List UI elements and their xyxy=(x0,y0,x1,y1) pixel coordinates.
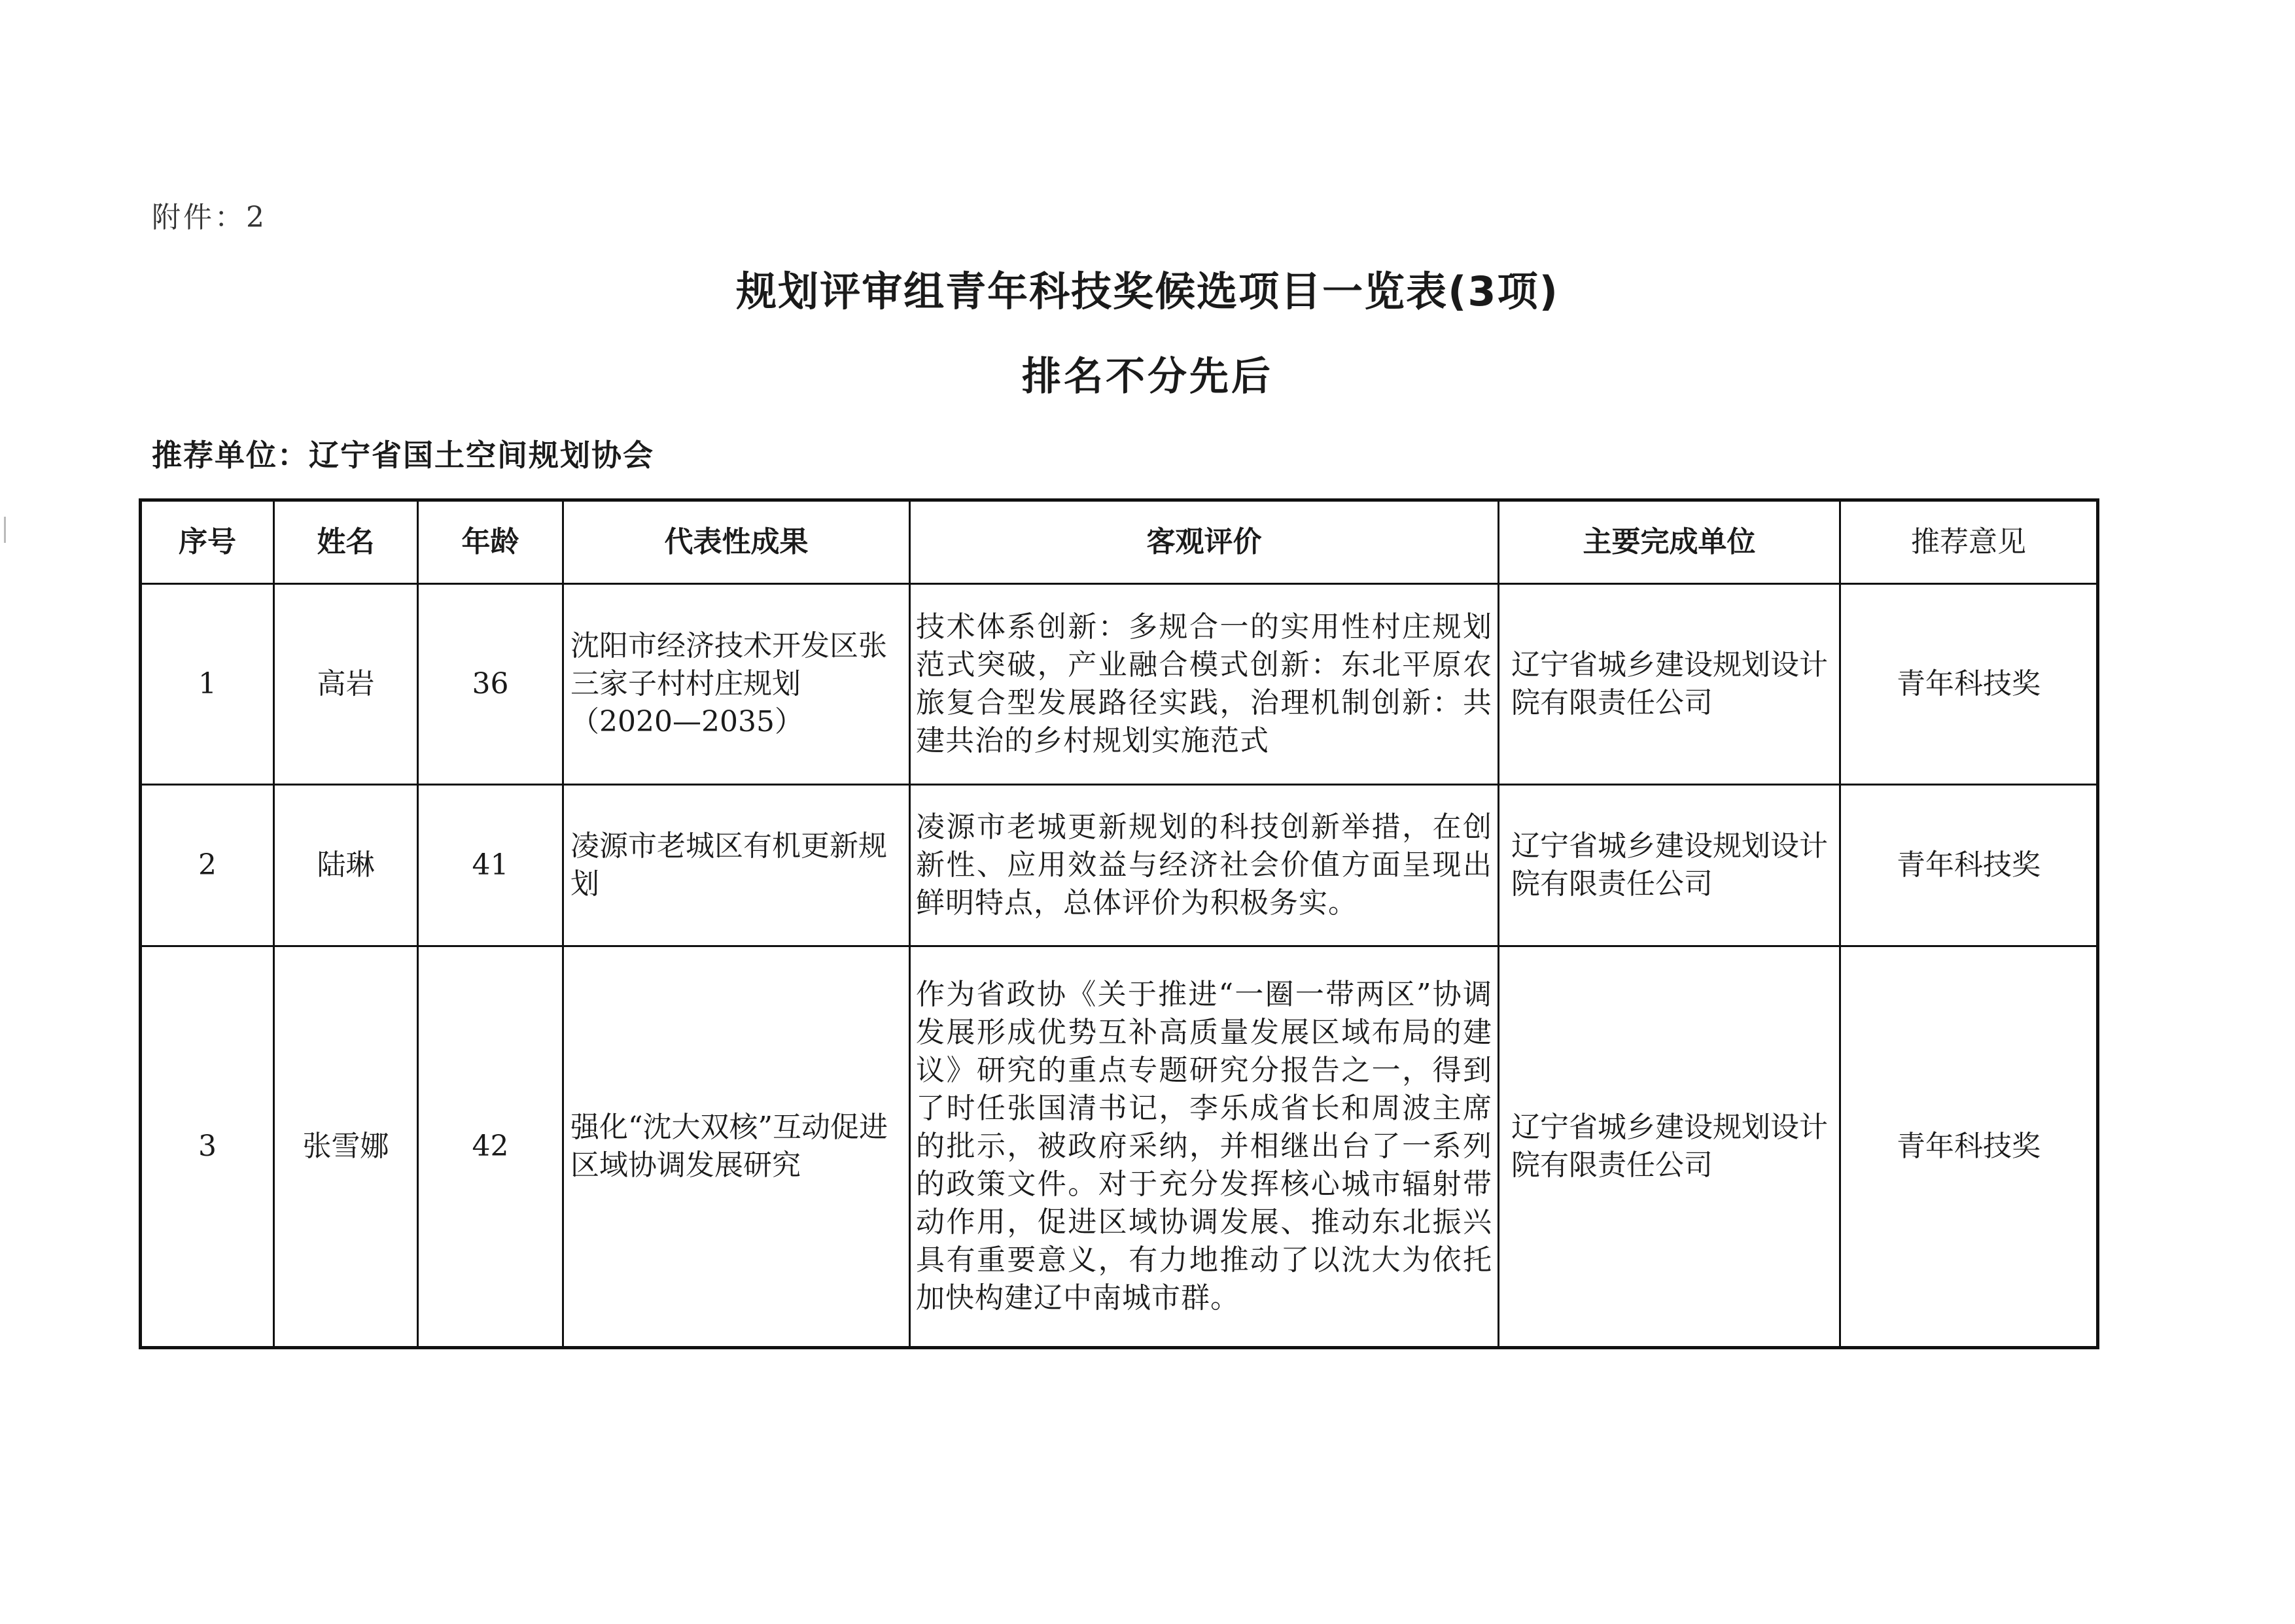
column-header-age: 年龄 xyxy=(418,500,563,584)
row-opinion: 青年科技奖 xyxy=(1840,785,2098,946)
column-header-evaluation: 客观评价 xyxy=(910,500,1499,584)
recommending-unit: 推荐单位：辽宁省国土空间规划协会 xyxy=(152,438,654,473)
attachment-label: 附件：2 xyxy=(152,201,267,234)
row-evaluation: 技术体系创新：多规合一的实用性村庄规划范式突破，产业融合模式创新：东北平原农旅复合型发展路径实践，治理机制创新：共建共治的乡村规划实施范式 xyxy=(910,584,1499,785)
row-name: 张雪娜 xyxy=(274,946,418,1348)
table-row xyxy=(141,584,2098,785)
row-age: 36 xyxy=(418,584,563,785)
column-header-unit: 主要完成单位 xyxy=(1499,500,1840,584)
row-unit: 辽宁省城乡建设规划设计院有限责任公司 xyxy=(1499,584,1840,785)
row-opinion: 青年科技奖 xyxy=(1840,946,2098,1348)
candidate-table xyxy=(139,498,2099,1349)
row-no: 1 xyxy=(141,584,274,785)
row-evaluation: 凌源市老城更新规划的科技创新举措，在创新性、应用效益与经济社会价值方面呈现出鲜明特点，总体评价为积极务实。 xyxy=(910,785,1499,946)
row-name: 陆琳 xyxy=(274,785,418,946)
row-achievement: 强化“沈大双核”互动促进区域协调发展研究 xyxy=(563,946,910,1348)
row-evaluation: 作为省政协《关于推进“一圈一带两区”协调发展形成优势互补高质量发展区域布局的建议》研究的重点专题研究分报告之一，得到了时任张国清书记，李乐成省长和周波主席的批示，被政府采纳，并相继出台了一系列的政策文件。对于充分发挥核心城市辐射带动作用，促进区域协调发展、推动东北振兴具有重要意义，有力地推动了以沈大为依托加快构建辽中南城市群。 xyxy=(910,946,1499,1348)
row-no: 2 xyxy=(141,785,274,946)
document-subtitle: 排名不分先后 xyxy=(1022,354,1273,400)
table-header-row xyxy=(141,500,2098,584)
document-title: 规划评审组青年科技奖候选项目一览表(3项) xyxy=(736,268,1559,315)
row-opinion: 青年科技奖 xyxy=(1840,584,2098,785)
row-achievement: 沈阳市经济技术开发区张三家子村村庄规划（2020—2035） xyxy=(563,584,910,785)
scan-edge-mark xyxy=(4,517,6,543)
row-achievement: 凌源市老城区有机更新规划 xyxy=(563,785,910,946)
table-row xyxy=(141,946,2098,1348)
column-header-opinion: 推荐意见 xyxy=(1840,500,2098,584)
row-name: 高岩 xyxy=(274,584,418,785)
column-header-no: 序号 xyxy=(141,500,274,584)
row-unit: 辽宁省城乡建设规划设计院有限责任公司 xyxy=(1499,785,1840,946)
table-row xyxy=(141,785,2098,946)
row-no: 3 xyxy=(141,946,274,1348)
column-header-name: 姓名 xyxy=(274,500,418,584)
column-header-achievement: 代表性成果 xyxy=(563,500,910,584)
row-age: 41 xyxy=(418,785,563,946)
row-unit: 辽宁省城乡建设规划设计院有限责任公司 xyxy=(1499,946,1840,1348)
row-age: 42 xyxy=(418,946,563,1348)
